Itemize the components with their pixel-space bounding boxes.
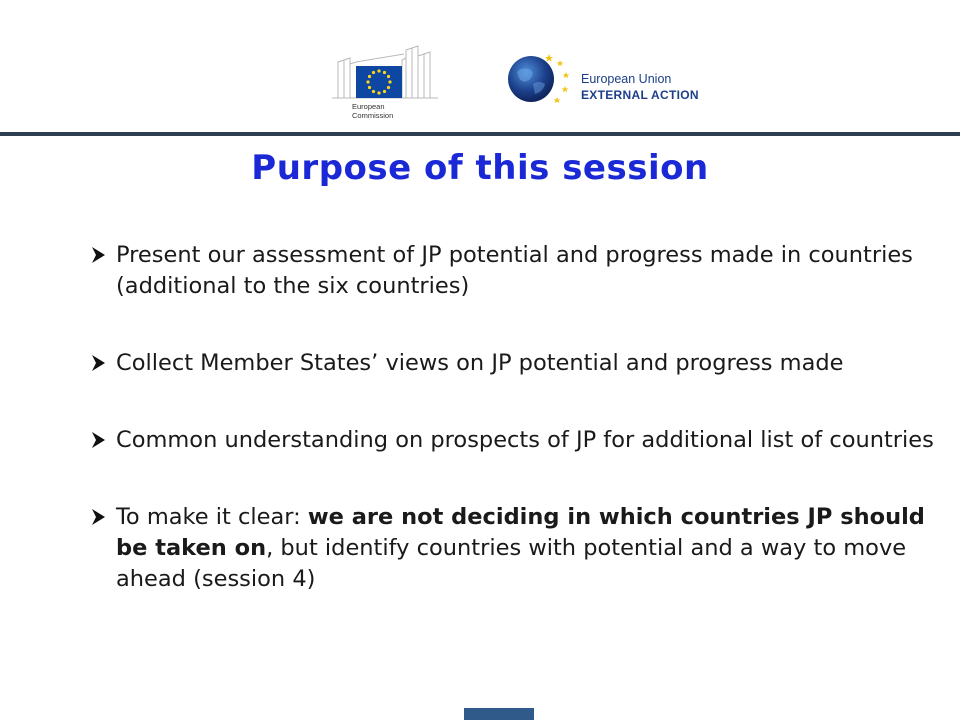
globe-icon	[505, 48, 581, 108]
bullet-text: Collect Member States’ views on JP potential and progress made	[116, 350, 844, 376]
bullet-text: Common understanding on prospects of JP for additional list of countries	[116, 427, 934, 453]
arrow-right-icon	[90, 506, 108, 528]
arrow-right-icon	[90, 244, 108, 266]
bullet-text-post: , but identify countries with potential and a way to move ahead (session 4)	[116, 535, 907, 592]
ec-logo-line1: European	[352, 102, 385, 111]
header-divider	[0, 132, 960, 136]
slide-title: Purpose of this session	[251, 148, 709, 188]
ec-logo-text	[352, 102, 393, 120]
eeas-logo-line2: EXTERNAL ACTION	[581, 88, 699, 102]
bullet-text-pre: To make it clear:	[116, 504, 308, 530]
footer-bar	[464, 708, 534, 720]
bullet-item	[90, 502, 950, 595]
eeas-logo	[505, 48, 705, 108]
arrow-right-icon	[90, 352, 108, 374]
eu-flag-icon	[356, 66, 402, 98]
slide-header	[0, 0, 960, 132]
european-commission-logo	[330, 40, 440, 122]
bullet-list	[90, 240, 950, 595]
bullet-item	[90, 348, 950, 379]
bullet-text: Present our assessment of JP potential and progress made in countries (additional to the six countries)	[116, 242, 913, 299]
ec-logo-line2: Commission	[352, 111, 394, 120]
bullet-item	[90, 425, 950, 456]
bullet-item	[90, 240, 950, 302]
bullet-text-bold: we are not deciding in which countries JP should be taken on	[116, 504, 925, 561]
eeas-logo-line1: European Union	[581, 72, 672, 86]
arrow-right-icon	[90, 429, 108, 451]
